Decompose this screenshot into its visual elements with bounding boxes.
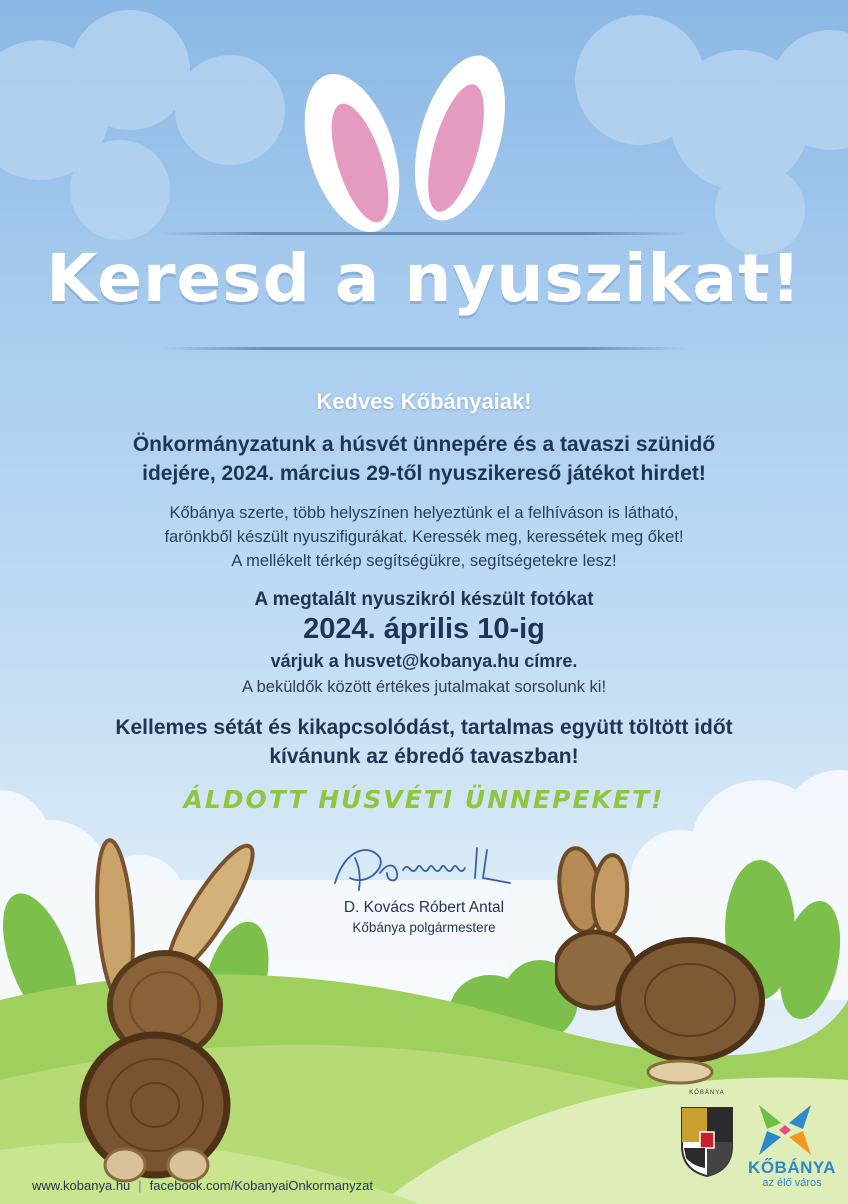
prize-line: A beküldők között értékes jutalmakat sorsolunk ki! [241, 678, 607, 696]
wishes-line: Kellemes sétát és kikapcsolódást, tartalmas együtt töltött időt [115, 716, 733, 739]
bunny-ears-icon [290, 38, 530, 238]
announcement [0, 430, 848, 488]
coat-of-arms-icon [678, 1098, 736, 1178]
email-line: várjuk a husvet@kobanya.hu címre. [270, 651, 578, 671]
announcement-line: idejére, 2024. március 29-től nyuszikereső játékot hirdet! [142, 462, 706, 485]
signer-name: D. Kovács Róbert Antal [343, 899, 505, 916]
title-rule-bottom [160, 347, 688, 350]
announcement-line: Önkormányzatunk a húsvét ünnepére és a tavaszi szünidő [132, 433, 716, 456]
wooden-bunny-right-icon [555, 840, 775, 1090]
description-line: A mellékelt térkép segítségükre, segítségetekre lesz! [231, 552, 617, 570]
description-line: farönkből készült nyuszifigurákat. Keressék meg, keressétek meg őket! [164, 528, 684, 546]
description [0, 501, 848, 573]
signature-icon [325, 838, 525, 898]
kobanya-logo-icon [757, 1103, 813, 1157]
footer-website-link[interactable]: www.kobanya.hu [32, 1178, 131, 1193]
brand-name: KŐBÁNYA [748, 1158, 836, 1177]
greeting: Kedves Kőbányaiak! [316, 389, 532, 414]
coat-of-arms-caption: KŐBÁNYA [689, 1090, 725, 1096]
signer-title: Kőbánya polgármestere [352, 920, 496, 935]
wishes-line: kívánunk az ébredő tavaszban! [269, 745, 579, 768]
title-rule-top [160, 232, 688, 235]
footer-facebook-link[interactable]: facebook.com/KobanyaiOnkormanyzat [149, 1178, 373, 1193]
deadline: 2024. április 10-ig [303, 613, 545, 645]
poster-title: Keresd a nyuszikat! [46, 240, 802, 317]
wishes [0, 713, 848, 771]
brand-tagline: az élő város [762, 1177, 822, 1189]
photos-line: A megtalált nyuszikról készült fotókat [254, 589, 594, 610]
easter-greeting: ÁLDOTT HÚSVÉTI ÜNNEPEKET! [183, 785, 665, 814]
footer [32, 1178, 373, 1193]
description-line: Kőbánya szerte, több helyszínen helyeztünk el a felhíváson is látható, [169, 504, 679, 522]
footer-separator: | [138, 1178, 142, 1193]
wooden-bunny-left-icon [70, 820, 260, 1190]
